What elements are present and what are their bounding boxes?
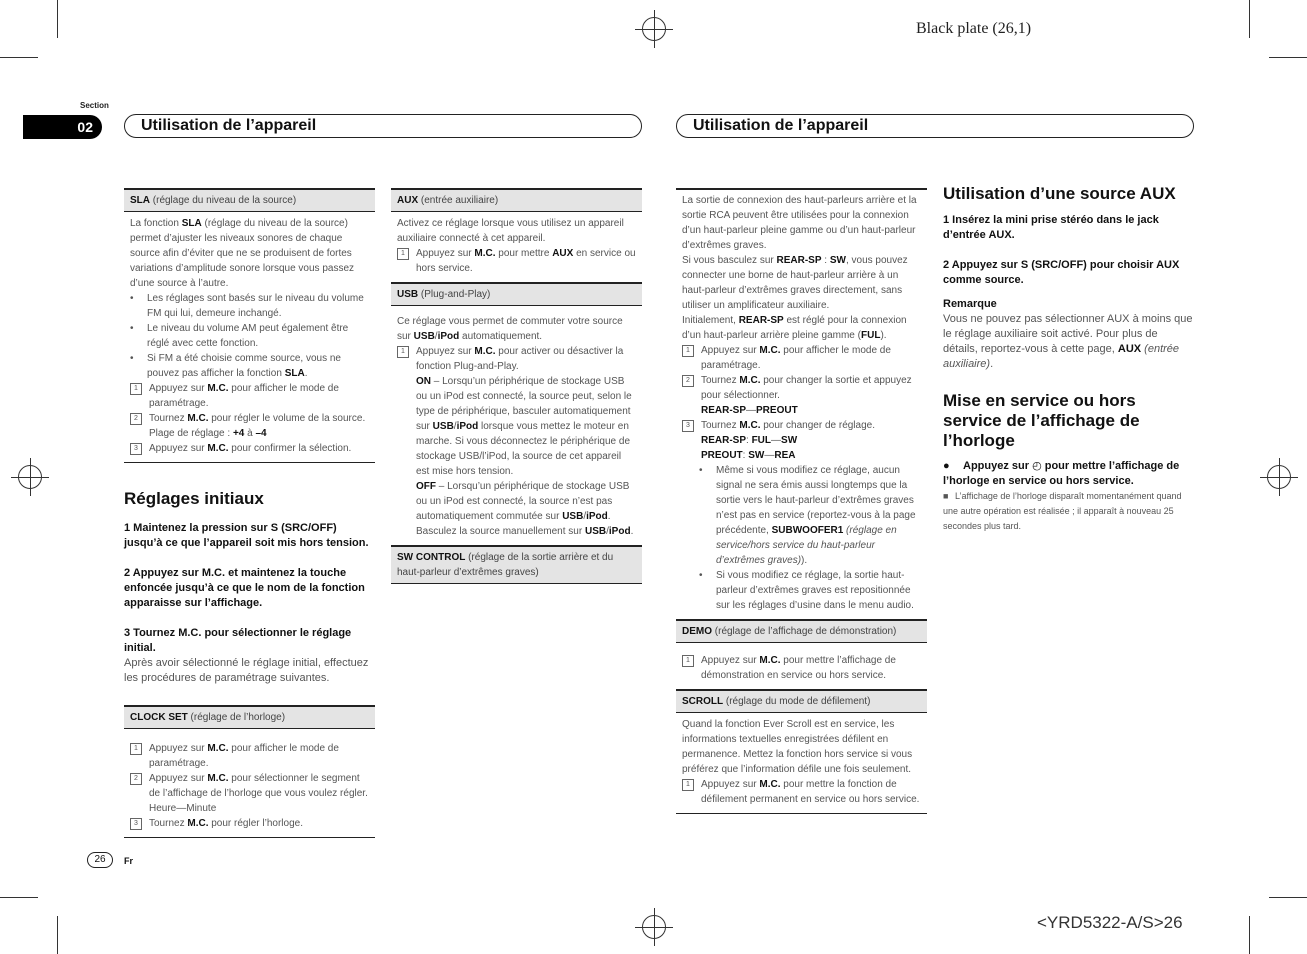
remark-title: Remarque — [943, 298, 997, 310]
step-item: 1 Appuyez sur M.C. pour afficher le mode de paramétrage. — [130, 741, 369, 771]
table-body-scroll — [676, 713, 927, 814]
list-item: • Même si vous modifiez ce réglage, aucun signal ne sera émis aussi longtemps que la sortie vers le haut-parleur d’extrêmes graves n’est pas en service (reportez-vous à la page précédente, SUBWOOFER1 (réglage en service/hors service du haut-parleur d’extrêmes graves)). — [699, 465, 916, 566]
table-header-aux: AUX (entrée auxiliaire) — [391, 188, 642, 212]
instruction-step: 1 Insérez la mini prise stéréo dans le jack d’entrée AUX. — [943, 214, 1159, 241]
paragraph: Quand la fonction Ever Scroll est en service, les informations textuelles enregistrées défilent en permanence. Mettez la fonction hors service si vous préférez que l’information défile une fois seulement. — [682, 719, 913, 775]
crop-mark — [1269, 897, 1307, 898]
heading-aux-source: Utilisation d’une source AUX — [943, 184, 1176, 203]
table-header-sla: SLA (réglage du niveau de la source) — [124, 188, 375, 212]
note-text: ■ L’affichage de l’horloge disparaît momentanément quand une autre opération est réalisée ; il apparaît à nouveau 25 secondes plus tard. — [943, 491, 1182, 531]
table-body-sw-control — [676, 188, 927, 620]
table-body-clock-set — [124, 729, 375, 838]
step-item: 1 Appuyez sur M.C. pour mettre la fonction de défilement permanent en service ou hors service. — [682, 777, 921, 807]
paragraph: Si vous basculez sur REAR-SP : SW, vous pouvez connecter une borne de haut-parleur arrière à un haut-parleur d’extrêmes graves directement, sans utiliser un amplificateur auxiliaire. — [682, 255, 908, 311]
column-2 — [391, 188, 642, 584]
clock-icon: ◴ — [1032, 460, 1042, 472]
paragraph: Initialement, REAR-SP est réglé pour la connexion d’un haut-parleur arrière pleine gamme (FUL). — [682, 315, 907, 341]
table-body-demo — [676, 643, 927, 690]
section-label: Section — [80, 101, 109, 110]
table-header-usb: USB (Plug-and-Play) — [391, 283, 642, 306]
registration-mark — [18, 465, 42, 489]
paragraph: Après avoir sélectionné le réglage initial, effectuez les procédures de paramétrage suivantes. — [124, 657, 369, 684]
list-item: • Le niveau du volume AM peut également être réglé avec cette fonction. — [130, 323, 349, 349]
crop-mark — [0, 57, 38, 58]
instruction-step: 3 Tournez M.C. pour sélectionner le réglage initial. — [124, 627, 352, 654]
step-item: 2 Tournez M.C. pour changer la sortie et appuyez pour sélectionner. REAR-SP—PREOUT — [682, 373, 921, 418]
step-item: 3 Tournez M.C. pour changer de réglage. REAR-SP: FUL—SW PREOUT: SW—REA — [682, 418, 921, 463]
instruction-step: 1 Maintenez la pression sur S (SRC/OFF) jusqu’à ce que l’appareil soit mis hors tension. — [124, 522, 369, 549]
table-header-clock-set: CLOCK SET (réglage de l’horloge) — [124, 705, 375, 729]
crop-mark — [1269, 57, 1307, 58]
registration-mark — [642, 915, 666, 939]
table-body-aux — [391, 212, 642, 283]
column-3 — [676, 188, 927, 814]
step-item: 1 Appuyez sur M.C. pour afficher le mode de paramétrage. — [682, 343, 921, 373]
step-item: 3 Appuyez sur M.C. pour confirmer la sélection. — [130, 441, 369, 456]
table-body-usb — [391, 306, 642, 546]
step-item: 1 Appuyez sur M.C. pour afficher le mode de paramétrage. — [130, 381, 369, 411]
crop-mark — [57, 0, 58, 38]
table-header-sw-control: SW CONTROL (réglage de la sortie arrière et du haut-parleur d’extrêmes graves) — [391, 546, 642, 584]
plate-label: Black plate (26,1) — [916, 20, 1032, 37]
registration-mark — [642, 17, 666, 41]
crop-mark — [57, 916, 58, 954]
instruction-step: ● Appuyez sur ◴ pour mettre l’affichage de l’horloge en service ou hors service. — [943, 460, 1180, 487]
section-banner-right: Utilisation de l’appareil — [676, 114, 1194, 138]
list-item: • Si FM a été choisie comme source, vous ne pouvez pas afficher la fonction SLA. — [130, 353, 341, 379]
step-item: 1 Appuyez sur M.C. pour mettre l’affichage de démonstration en service ou hors service. — [682, 653, 921, 683]
document-code: <YRD5322-A/S>26 — [1037, 913, 1183, 932]
instruction-step: 2 Appuyez sur M.C. et maintenez la touche enfoncée jusqu’à ce que le nom de la fonction apparaisse sur l’affichage. — [124, 567, 365, 609]
list-item: • Si vous modifiez ce réglage, la sortie haut-parleur d’extrêmes graves est repositionnée sur les réglages d’usine dans le menu audio. — [699, 570, 914, 611]
crop-mark — [0, 897, 38, 898]
page-number: 26 — [87, 852, 113, 868]
step-item: 1 Appuyez sur M.C. pour activer ou désactiver la fonction Plug-and-Play. ON – Lorsqu’un périphérique de stockage USB ou un iPod est connecté, la source peut, selon le type de périphérique, basculer automatiquement sur USB/iPod lorsque vous mettez le moteur en marche. Si vous déconnectez le périphérique de stockage USB/l’iPod, la source de cet appareil est mise hors tension. OFF – Lorsqu’un périphérique de stockage USB ou un iPod est connecté, la source n’est pas automatiquement commutée sur USB/iPod. Basculez la source manuellement sur USB/iPod. — [397, 344, 636, 539]
table-body-sla — [124, 212, 375, 463]
step-item: 2 Tournez M.C. pour régler le volume de la source. Plage de réglage : +4 à –4 — [130, 411, 369, 441]
heading-initial-settings: Réglages initiaux — [124, 489, 264, 508]
instruction-step: 2 Appuyez sur S (SRC/OFF) pour choisir AUX comme source. — [943, 259, 1180, 286]
crop-mark — [1249, 0, 1250, 38]
list-item: • Les réglages sont basés sur le niveau du volume FM qui lui, demeure inchangé. — [130, 293, 364, 319]
paragraph: La sortie de connexion des haut-parleurs arrière et la sortie RCA peuvent être utilisées pour la connexion d’un haut-parleur pleine gamme ou d’un haut-parleur d’extrêmes graves. — [682, 195, 917, 251]
step-item: 3 Tournez M.C. pour régler l’horloge. — [130, 816, 369, 831]
section-banner-left: Utilisation de l’appareil — [124, 114, 642, 138]
table-header-scroll: SCROLL (réglage du mode de défilement) — [676, 690, 927, 713]
sla-description: La fonction SLA (réglage du niveau de la source) permet d’ajuster les niveaux sonores de chaque source afin d’éviter que ne se produisent de fortes variations d’amplitude sonore lorsque vous passez d’une source à l’autre. — [130, 218, 355, 289]
column-1 — [124, 188, 375, 838]
section-number: 02 — [23, 115, 102, 139]
table-header-demo: DEMO (réglage de l’affichage de démonstration) — [676, 620, 927, 643]
column-4 — [943, 184, 1194, 534]
crop-mark — [1249, 916, 1250, 954]
heading-clock-display: Mise en service ou hors service de l’affichage de l’horloge — [943, 391, 1140, 450]
step-item: 2 Appuyez sur M.C. pour sélectionner le segment de l’affichage de l’horloge que vous voulez régler. Heure—Minute — [130, 771, 369, 816]
registration-mark — [1267, 465, 1291, 489]
remark-text: Vous ne pouvez pas sélectionner AUX à moins que le réglage auxiliaire soit activé. Pour plus de détails, reportez-vous à cette page, AUX (entrée auxiliaire). — [943, 313, 1193, 370]
usb-description: Ce réglage vous permet de commuter votre source sur USB/iPod automatiquement. — [397, 316, 623, 342]
aux-description: Activez ce réglage lorsque vous utilisez un appareil auxiliaire connecté à cet appareil. — [397, 218, 624, 244]
language-label: Fr — [124, 856, 133, 866]
step-item: 1 Appuyez sur M.C. pour mettre AUX en service ou hors service. — [397, 246, 636, 276]
